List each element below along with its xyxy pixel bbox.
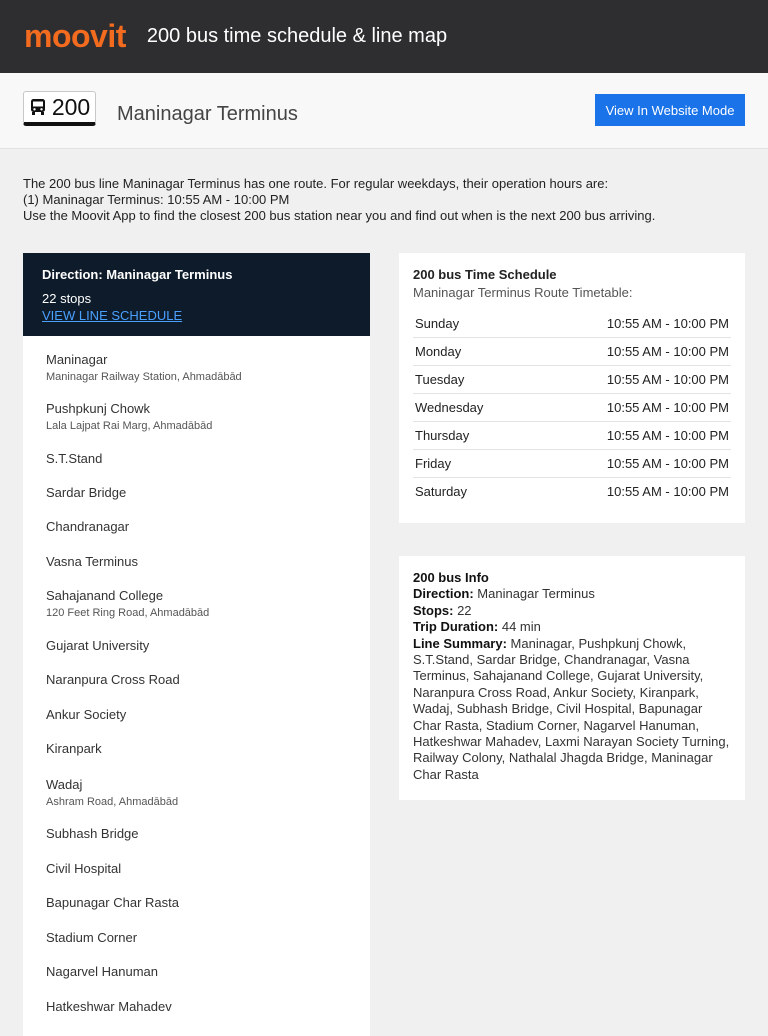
direction-header [23, 253, 370, 336]
stop-name: Gujarat University [46, 638, 150, 653]
list-item[interactable] [46, 826, 139, 842]
direction-label: Direction: [413, 586, 474, 602]
stop-address: Maninagar Railway Station, Ahmadābād [46, 371, 242, 383]
list-item[interactable] [46, 451, 102, 467]
line-header [0, 73, 768, 149]
bus-info-card [399, 556, 745, 800]
list-item[interactable] [46, 861, 121, 877]
bus-icon [29, 98, 47, 116]
table-row [413, 394, 731, 422]
day-cell: Friday [413, 450, 529, 478]
summary-label: Line Summary: [413, 635, 507, 651]
time-schedule-card [399, 253, 745, 523]
list-item[interactable] [46, 741, 102, 757]
stop-address: Ashram Road, Ahmadābād [46, 796, 179, 808]
day-cell: Monday [413, 338, 529, 366]
day-cell: Wednesday [413, 394, 529, 422]
list-item[interactable] [46, 895, 179, 911]
view-website-mode-button[interactable]: View In Website Mode [595, 94, 745, 126]
table-row [413, 366, 731, 394]
page-title: 200 bus time schedule & line map [146, 25, 448, 47]
day-cell: Tuesday [413, 366, 529, 394]
stop-name: Sardar Bridge [46, 485, 127, 500]
stop-name: Civil Hospital [46, 861, 122, 876]
table-row [413, 478, 731, 506]
list-item[interactable] [46, 638, 149, 654]
day-cell: Thursday [413, 422, 529, 450]
day-cell: Saturday [415, 484, 468, 499]
stop-name: Pushpkunj Chowk [46, 401, 151, 416]
stop-name: Sahajanand College [46, 588, 164, 603]
list-item[interactable] [46, 554, 138, 570]
duration-value: 44 min [501, 619, 541, 635]
direction-title: Direction: Maninagar Terminus [42, 267, 233, 282]
stop-name: Hatkeshwar Mahadev [46, 999, 172, 1014]
time-cell: 10:55 AM - 10:00 PM [529, 310, 731, 338]
time-cell: 10:55 AM - 10:00 PM [529, 422, 731, 450]
list-item[interactable] [46, 672, 180, 688]
list-item[interactable] [46, 999, 172, 1015]
line-number: 200 [51, 93, 91, 120]
intro-line: The 200 bus line Maninagar Terminus has one route. For regular weekdays, their operation hours are: [23, 176, 609, 191]
table-row [413, 422, 731, 450]
summary-value: Maninagar, Pushpkunj Chowk, S.T.Stand, Sardar Bridge, Chandranagar, Vasna Terminus, Sahajanand College, Gujarat University, Naranpura Cross Road, Ankur Society, Kiranpark, Wadaj, Subhash Bridge, Civil Hospital, Bapunagar Char Rasta, Stadium Corner, Nagarvel Hanuman, Hatkeshwar Mahadev, Laxmi Narayan Society Turning, Railway Colony, Nathalal Jhagda Bridge, Maninagar Char Rasta [413, 635, 730, 782]
list-item[interactable] [46, 964, 158, 980]
list-item[interactable] [46, 352, 242, 384]
stop-name: Subhash Bridge [46, 826, 139, 841]
list-item[interactable] [46, 401, 212, 433]
moovit-logo[interactable]: moovit [24, 18, 126, 54]
duration-label: Trip Duration: [413, 619, 499, 635]
stop-name: Chandranagar [46, 519, 130, 534]
view-line-schedule-link[interactable]: VIEW LINE SCHEDULE [42, 308, 183, 323]
schedule-table [413, 310, 731, 505]
time-cell: 10:55 AM - 10:00 PM [529, 394, 731, 422]
time-cell: 10:55 AM - 10:00 PM [529, 450, 731, 478]
stop-name: Nagarvel Hanuman [46, 964, 159, 979]
line-badge [23, 91, 96, 126]
stop-name: Stadium Corner [46, 930, 138, 945]
top-bar [0, 0, 768, 73]
list-item[interactable] [46, 485, 126, 501]
intro-text [23, 176, 743, 224]
stop-address: Lala Lajpat Rai Marg, Ahmadābād [46, 420, 213, 432]
stops-label: Stops: [413, 602, 454, 618]
intro-line: (1) Maninagar Terminus: 10:55 AM - 10:00 PM [23, 192, 290, 207]
stops-count: 22 stops [42, 291, 92, 306]
table-row [413, 338, 731, 366]
time-cell: 10:55 AM - 10:00 PM [606, 484, 729, 499]
stop-name: Kiranpark [46, 741, 102, 756]
table-row [413, 310, 731, 338]
list-item[interactable] [46, 777, 178, 809]
info-direction [413, 586, 731, 602]
list-item[interactable] [46, 930, 137, 946]
stops-value: 22 [457, 602, 472, 618]
header-title: Maninagar Terminus [117, 103, 298, 125]
info-title-text: 200 bus Info [413, 570, 489, 585]
direction-value: Maninagar Terminus [477, 586, 595, 602]
list-item[interactable] [46, 588, 209, 620]
stop-name: Maninagar [46, 352, 108, 367]
stop-name: Bapunagar Char Rasta [46, 895, 179, 910]
schedule-title: 200 bus Time Schedule [413, 267, 557, 282]
stop-name: S.T.Stand [46, 451, 103, 466]
stop-name: Wadaj [46, 777, 83, 792]
stop-name: Vasna Terminus [46, 554, 139, 569]
list-item[interactable] [46, 519, 129, 535]
stop-name: Naranpura Cross Road [46, 672, 180, 687]
day-cell: Sunday [413, 310, 529, 338]
info-summary [413, 636, 731, 784]
stop-address: 120 Feet Ring Road, Ahmadābād [46, 607, 210, 619]
info-duration [413, 619, 731, 635]
list-item[interactable] [46, 707, 126, 723]
intro-line: Use the Moovit App to find the closest 200 bus station near you and find out when is the next 200 bus arriving. [23, 208, 656, 223]
schedule-subtitle: Maninagar Terminus Route Timetable: [413, 285, 633, 300]
table-row [413, 450, 731, 478]
info-stops [413, 603, 731, 619]
stop-name: Ankur Society [46, 707, 127, 722]
time-cell: 10:55 AM - 10:00 PM [529, 338, 731, 366]
info-title [413, 570, 731, 586]
time-cell: 10:55 AM - 10:00 PM [529, 366, 731, 394]
stops-list [23, 336, 370, 1036]
